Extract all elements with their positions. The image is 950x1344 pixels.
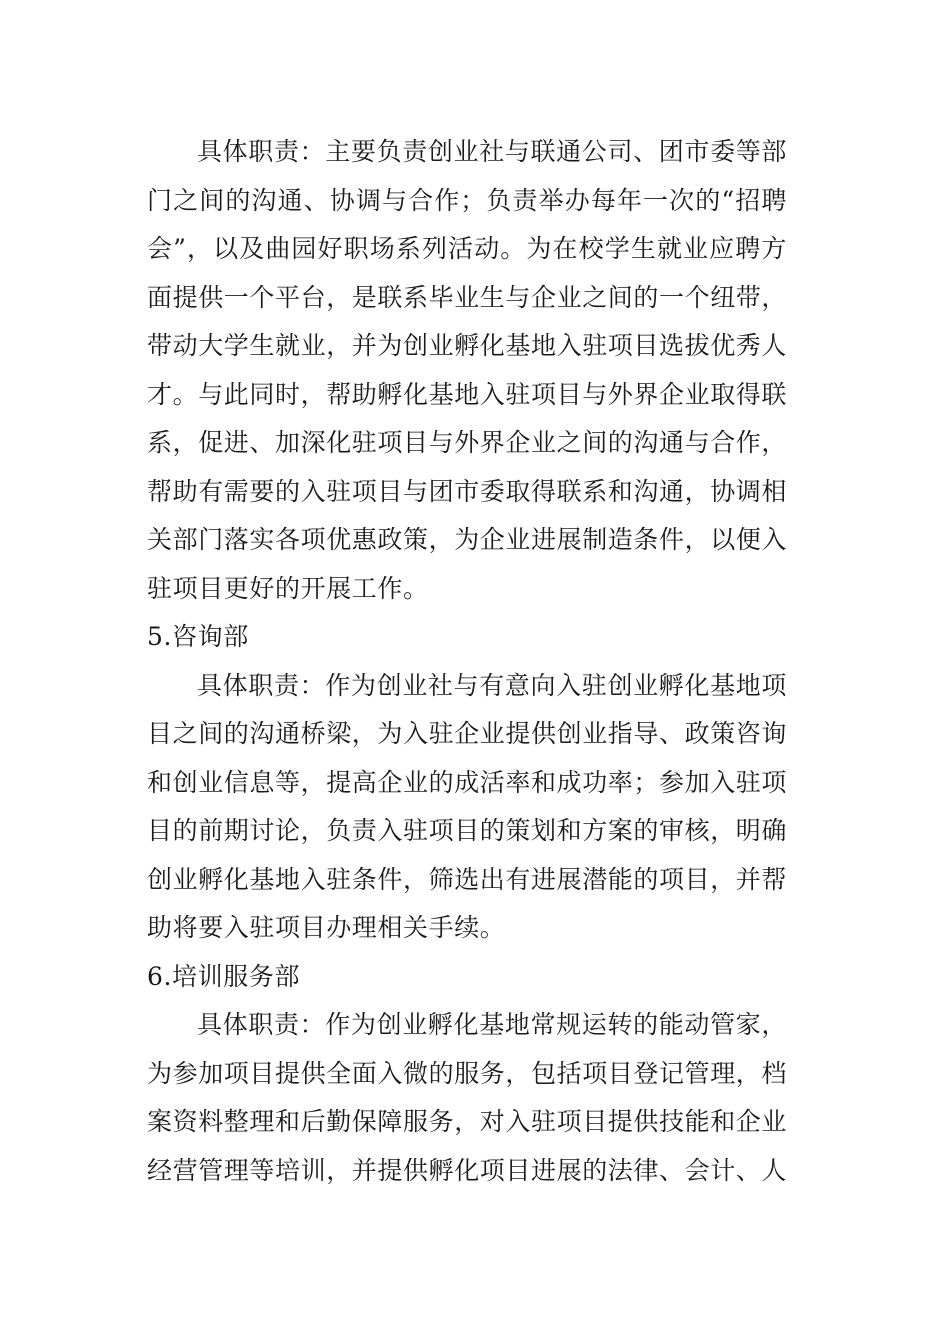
paragraph-consulting-duties: 具体职责：作为创业社与有意向入驻创业孵化基地项目之间的沟通桥梁，为入驻企业提供创业指导、政策咨询和创业信息等，提高企业的成活率和成功率；参加入驻项目的前期讨论，负责入驻项目的策划和方案的审核，明确创业孵化基地入驻条件，筛选出有进展潜能的项目，并帮助将要入驻项目办理相关手续。 <box>147 670 788 942</box>
section-heading-training-service: 6.培训服务部 <box>147 961 301 991</box>
paragraph-training-duties: 具体职责：作为创业孵化基地常规运转的能动管家，为参加项目提供全面入微的服务，包括项目登记管理，档案资料整理和后勤保障服务，对入驻项目提供技能和企业经营管理等培训，并提供孵化项目进展的法律、会计、人 <box>147 1010 788 1185</box>
document-body <box>147 128 787 1195</box>
section-heading-consulting: 5.咨询部 <box>147 622 249 651</box>
paragraph-liaison-duties: 具体职责：主要负责创业社与联通公司、团市委等部门之间的沟通、协调与合作；负责举办每年一次的“招聘会”，以及曲园好职场系列活动。为在校学生就业应聘方面提供一个平台，是联系毕业生与企业之间的一个纽带，带动大学生就业，并为创业孵化基地入驻项目选拔优秀人才。与此同时，帮助孵化基地入驻项目与外界企业取得联系，促进、加深化驻项目与外界企业之间的沟通与合作，帮助有需要的入驻项目与团市委取得联系和沟通，协调相关部门落实各项优惠政策，为企业进展制造条件，以便入驻项目更好的开展工作。 <box>147 137 788 603</box>
